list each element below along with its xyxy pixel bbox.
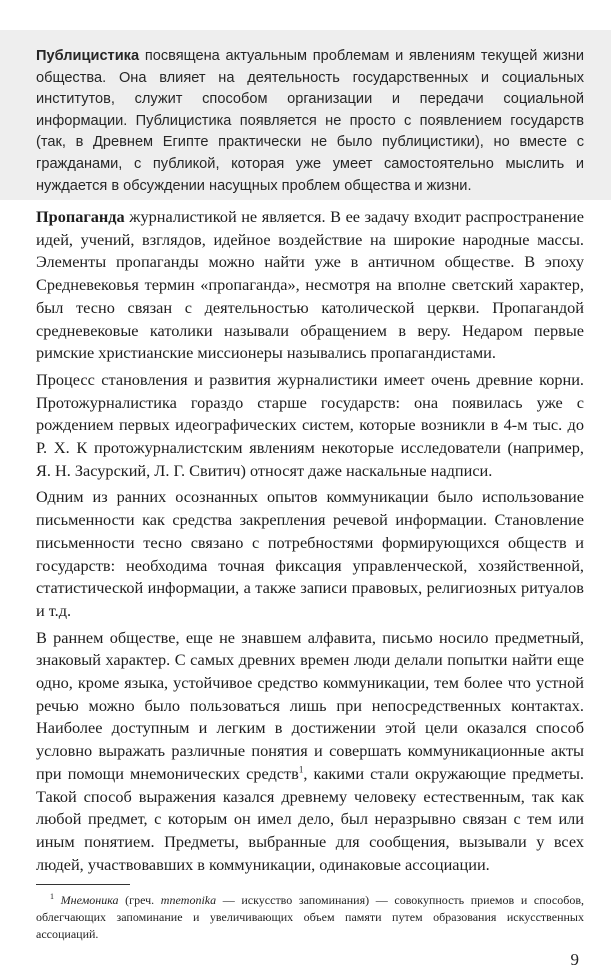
- footnote-divider: [36, 884, 130, 885]
- footnote: [36, 892, 584, 943]
- propaganda-term: Пропаганда: [36, 207, 125, 226]
- paragraph-protojournalism: Процесс становления и развития журналистики имеет очень древние корни. Протожурналистика гораздо старше государств: она появилась уже с рождением первых идеографических систем, которые возникли в 4-м тыс. до Р. Х. К протожурналистским явлениям некоторые исследователи (например, Я. Н. Засурский, Л. Г. Свитич) относят даже наскальные надписи.: [36, 369, 584, 480]
- footnote-text-2: — искусство запоминания) — совокупность приемов и способов, облегчающих запоминание и увеличивающих объем памяти путем образования искусственных ассоциаций.: [36, 893, 585, 941]
- early-society-text-1: В раннем обществе, еще не знавшем алфавита, письмо носило предметный, знаковый характер. С самых древних времен люди делали попытки найти еще одно, кроме языка, устойчивое средство коммуникации, тем более что устной речью можно было пользоваться лишь при непосредственных контактах. Наиболее доступным и легким в достижении этой цели оказался способ условно выражать различные понятия и совершать коммуникационные акты при помощи мнемонических средств: [36, 627, 584, 783]
- footnote-text: [36, 892, 584, 943]
- intro-block: [36, 46, 584, 197]
- main-text: [36, 206, 584, 880]
- paragraph-early-society: [36, 627, 584, 877]
- footnote-text-1: (греч.: [118, 893, 161, 907]
- propaganda-text: журналистикой не является. В ее задачу входит распространение идей, учений, взглядов, идейное воздействие на широкие народные массы. Элементы пропаганды можно найти уже в античном обществе. В эпоху Средневековья термин «пропаганда», несмотря на вполне светский характер, был тесно связан с деятельностью католической церкви. Пропагандой средневековые католики называли обращением в веру. Недаром первые римские христианские миссионеры назывались пропагандистами.: [36, 207, 584, 363]
- footnote-term: Мнемоника: [60, 893, 119, 907]
- paragraph-writing: Одним из ранних осознанных опытов коммуникации было использование письменности как средства закрепления речевой информации. Становление письменности тесно связано с потребностями формирующихся обществ и государств: необходима точная фиксация управленческой, хозяйственной, статистической информации, а также записи правовых, религиозных ритуалов и т.д.: [36, 487, 584, 620]
- paragraph-propaganda: [36, 206, 584, 365]
- footnote-marker: 1: [50, 892, 54, 901]
- early-society-text-2: , какими стали окружающие предметы. Такой способ выражения казался древнему человеку естественным, так как любой предмет, с которым он имел дело, был неразрывно связан с тем или иным понятием. Предметы, выбранные для сообщения, вызывали у всех людей, участвовавших в коммуникации, одинаковые ассоциации.: [36, 763, 584, 874]
- intro-text: посвящена актуальным проблемам и явлениям текущей жизни общества. Она влияет на деятельность государственных и социальных институтов, служит способом организации и передачи социальной информации. Публицистика появляется не просто с появлением государств (так, в Древнем Египте практически не было публицистики), но вместе с гражданами, с публикой, которая уже умеет самостоятельно мыслить и нуждается в обсуждении насущных проблем общества и жизни.: [36, 48, 584, 194]
- intro-term: Публицистика: [36, 48, 140, 64]
- page-number: 9: [570, 950, 579, 969]
- intro-paragraph: [36, 46, 584, 197]
- footnote-greek: mnemonika: [160, 893, 217, 907]
- footnote-reference[interactable]: 1: [298, 764, 304, 775]
